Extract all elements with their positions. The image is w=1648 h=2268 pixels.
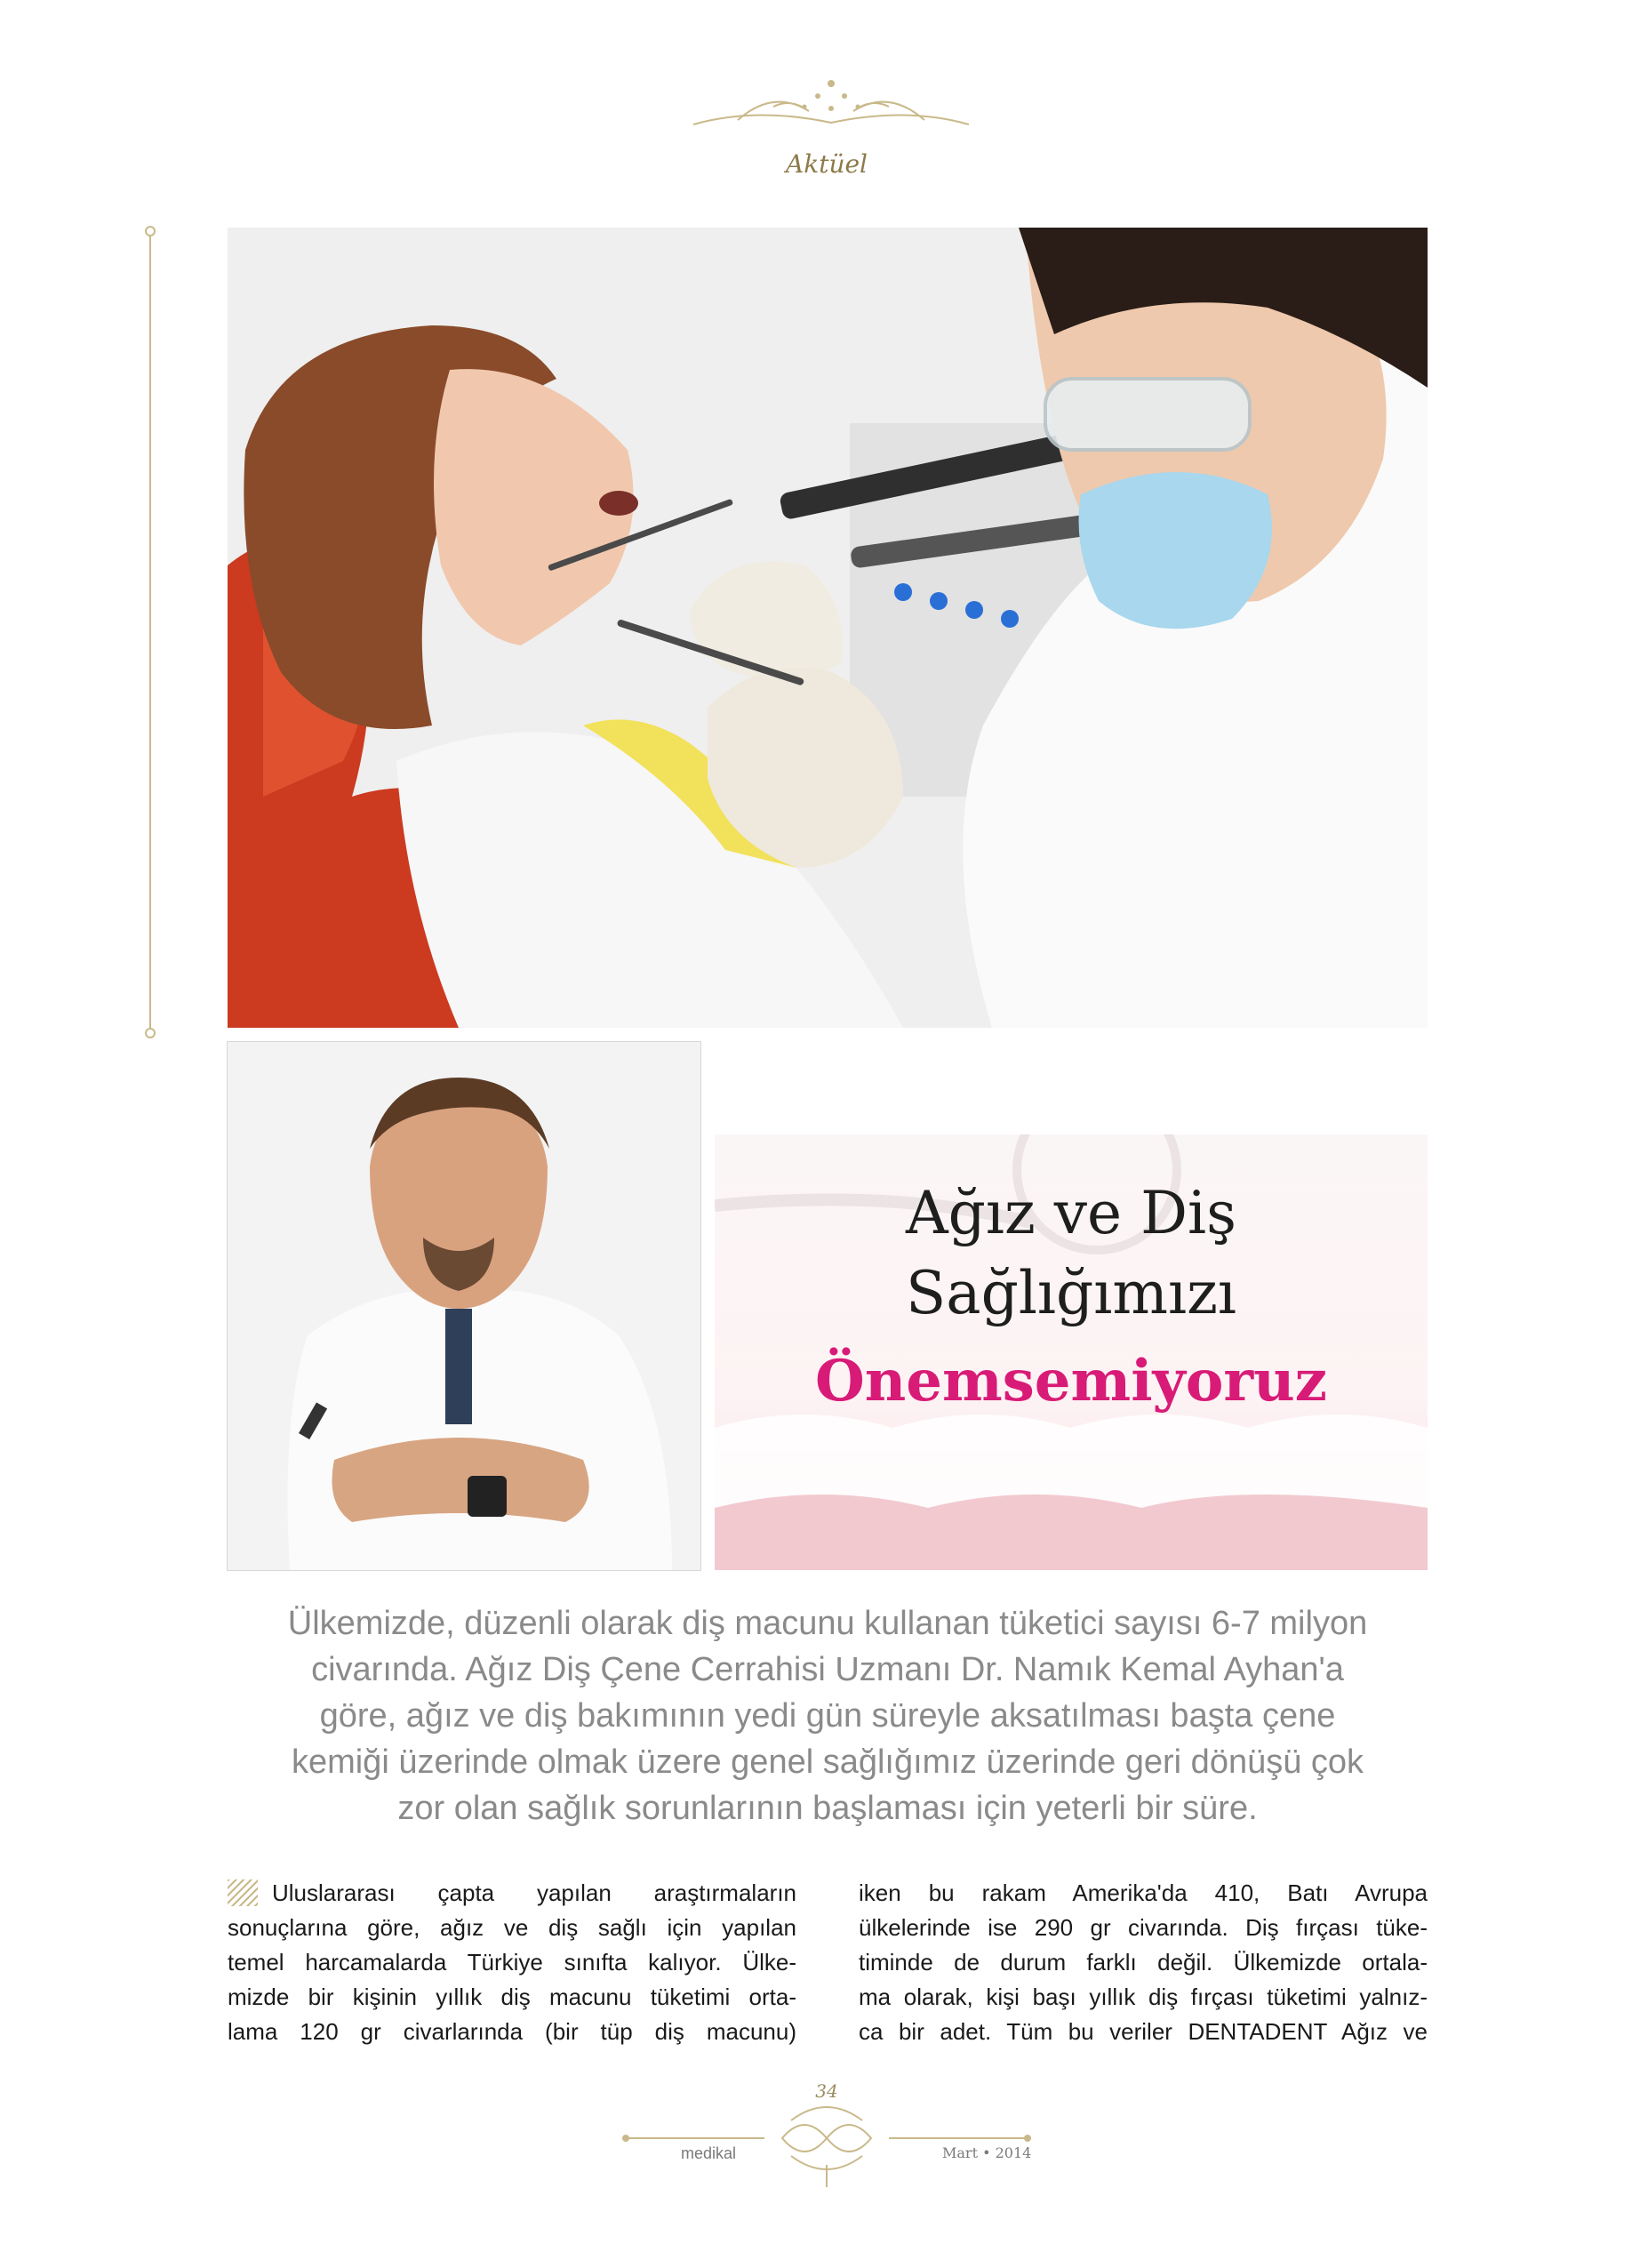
issue-date: Mart • 2014 [942, 2144, 1032, 2161]
body-line: lama 120 gr civarlarında (bir tüp diş macunu) [228, 2018, 796, 2045]
body-line: ülkelerinde ise 290 gr civarında. Diş fırçası tüke- [859, 1914, 1428, 1941]
body-line: ma olarak, kişi başı yıllık diş fırçası tüketimi yalnız- [859, 1983, 1428, 2010]
body-line: iken bu rakam Amerika'da 410, Batı Avrupa [859, 1879, 1428, 1906]
lead-line: kemiği üzerinde olmak üzere genel sağlığımız üzerinde geri dönüşü çok [291, 1743, 1364, 1781]
title-panel [715, 1134, 1428, 1570]
rule-dot-top [145, 226, 156, 236]
page-number: 34 [815, 2080, 838, 2102]
headline-line-2: Sağlığımızı [906, 1259, 1236, 1327]
lead-line: zor olan sağlık sorunlarının başlaması için yeterli bir süre. [397, 1790, 1258, 1827]
body-line: mizde bir kişinin yıllık diş macunu tüketimi orta- [228, 1983, 796, 2010]
magazine-name: medikal [680, 2144, 736, 2162]
rule-dot-bottom [145, 1028, 156, 1038]
headline-line-1: Ağız ve Diş [906, 1179, 1236, 1247]
body-line: sonuçlarına göre, ağız ve diş sağlı için yapılan [228, 1914, 796, 1941]
body-column-left [228, 1876, 796, 2049]
lead-line: göre, ağız ve diş bakımının yedi gün süreyle aksatılması başta çene [319, 1697, 1336, 1735]
headline-accent: Önemsemiyoruz [815, 1348, 1327, 1414]
body-line: ca bir adet. Tüm bu veriler DENTADENT Ağız ve [859, 2018, 1428, 2045]
top-ornament-icon [684, 71, 978, 151]
vertical-rule [149, 231, 151, 1031]
doctor-portrait [228, 1042, 700, 1570]
body-line: temel harcamalarda Türkiye sınıfta kalıyor. Ülke- [228, 1949, 796, 1975]
lead-line: civarında. Ağız Diş Çene Cerrahisi Uzmanı Dr. Namık Kemal Ayhan'a [311, 1651, 1344, 1688]
body-column-right [859, 1876, 1428, 2049]
body-line: timinde de durum farklı değil. Ülkemizde ortala- [859, 1949, 1428, 1975]
lead-line: Ülkemizde, düzenli olarak diş macunu kullanan tüketici sayısı 6-7 milyon [287, 1605, 1368, 1642]
dentist-photo [228, 228, 1428, 1028]
body-line: Uluslararası çapta yapılan araştırmaların [272, 1879, 796, 1906]
lead-paragraph [228, 1600, 1428, 1831]
section-label: Aktüel [786, 149, 868, 179]
paragraph-marker-icon [228, 1879, 258, 1906]
